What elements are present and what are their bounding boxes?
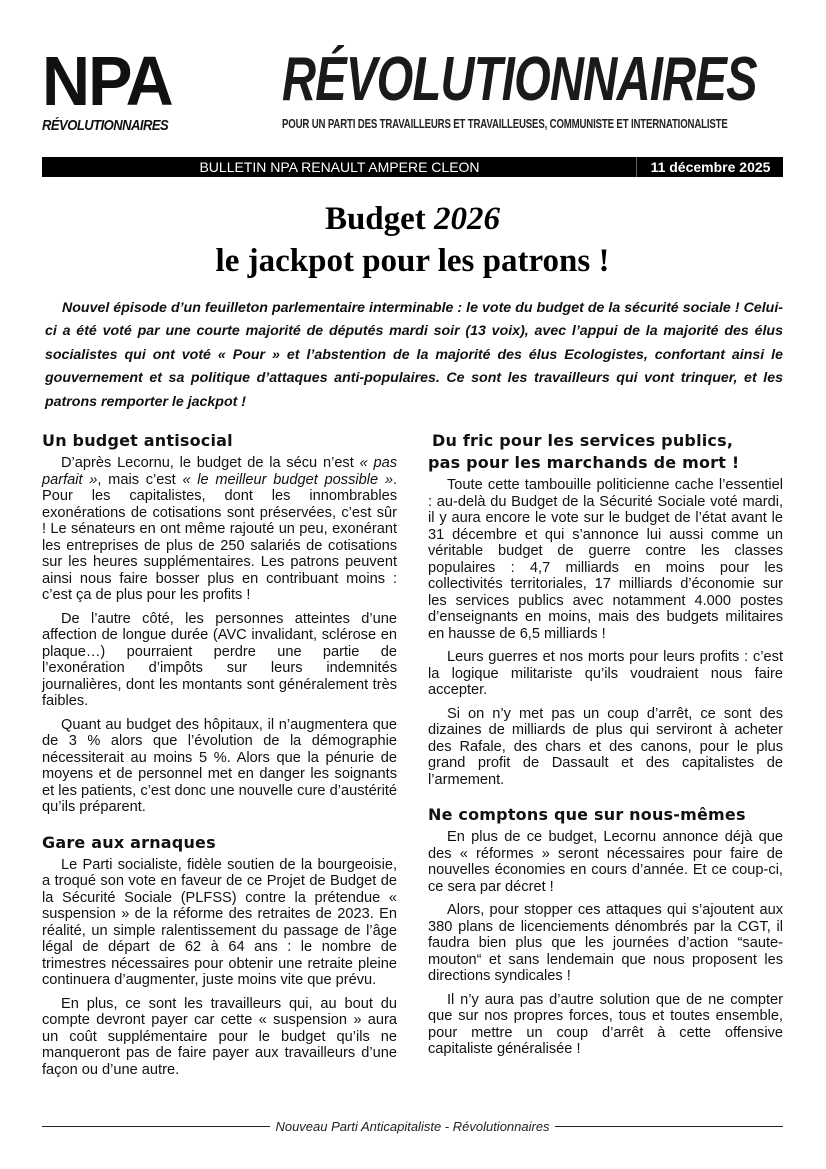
paragraph: En plus, ce sont les travailleurs qui, au bout du compte devront payer car cette « suspension » aura un coût supplémentaire pour le budget qu’ils ne manqueront pas de faire payer aux travailleurs d’une façon ou d’une autre.: [42, 995, 397, 1078]
lead-paragraph: Nouvel épisode d’un feuilleton parlementaire interminable : le vote du budget de la sécurité sociale ! Celui-ci a été voté par une courte majorité de députés mardi soir (13 voix), avec l’appui de la majorité des élus socialistes qui ont voté « Pour » et l’abstention de la majorité des élus Ecologistes, confortant ainsi le gouvernement et sa politique d’attaques anti-populaires. Ce sont les travailleurs qui vont trinquer, et les patrons remporter le jackpot !: [45, 300, 783, 410]
paragraph: Il n’y aura pas d’autre solution que de ne compter que sur nos propres forces, tous et toutes ensemble, pour mettre un coup d’arrêt à cette offensive capitaliste généralisée !: [428, 991, 783, 1057]
bulletin-date: 11 décembre 2025: [650, 159, 771, 175]
npa-logo-subtitle: RÉVOLUTIONNAIRES: [42, 118, 169, 134]
masthead-tagline: POUR UN PARTI DES TRAVAILLEURS ET TRAVAILLEUSES, COMMUNISTE ET INTERNATIONALISTE: [282, 116, 728, 131]
headline-line2: le jackpot pour les patrons !: [215, 243, 610, 279]
section-fric: [428, 430, 783, 788]
left-column: [42, 430, 397, 1094]
text-run: , mais c’est: [97, 471, 183, 488]
paragraph: Leurs guerres et nos morts pour leurs profits : c’est la logique militariste qu’ils voudraient nous faire accepter.: [428, 649, 783, 698]
text-run: D’après Lecornu, le budget de la sécu n’est: [61, 455, 360, 471]
section-antisocial: [42, 430, 397, 816]
section-arnaques: [42, 832, 397, 1079]
section-title: Un budget antisocial: [42, 431, 233, 450]
paragraph: Le Parti socialiste, fidèle soutien de la bourgeoisie, a troqué son vote en faveur de ce Projet de Budget de la Sécurité Sociale (PLFSS) contre la prétendue « suspension » de la réforme des retraites de 2023. En réalité, un simple ralentissement du passage de l’âge légal de départ de 62 à 64 ans : le nombre de trimestres nécessaires pour obtenir une retraite pleine continuera d’augmenter, juste moins vite que prévu.: [42, 856, 397, 988]
headline-year: 2026: [434, 201, 501, 237]
paragraph: Quant au budget des hôpitaux, il n’augmentera que de 3 % alors que l’évolution de la démographie nécessiterait au moins 5 %. Alors que la pénurie de moyens et de personnel met en danger les soignants et les patients, c’est donc une nouvelle cure d’austérité qu’ils préparent.: [42, 716, 397, 815]
paragraph: Si on n’y met pas un coup d’arrêt, ce sont des dizaines de milliards de plus qui serviront à acheter des Rafale, des chars et des canons, pour le plus grand profit de Dassault et des capitalistes de l’armement.: [428, 705, 783, 788]
paragraph: Alors, pour stopper ces attaques qui s’ajoutent aux 380 plans de licenciements dénombrés par la CGT, il faudra bien plus que les journées d’action “saute-mouton“ et sans lendemain que nous proposent les directions syndicales !: [428, 902, 783, 984]
paragraph: En plus de ce budget, Lecornu annonce déjà que des « réformes » seront nécessaires pour faire de nouvelles économies en cours d’année. Et ce coup-ci, ce sera par décret !: [428, 829, 783, 895]
section-title: Ne comptons que sur nous-mêmes: [428, 805, 746, 824]
bar-divider: [636, 157, 637, 177]
paragraph: [42, 455, 397, 604]
footer-rule-left: [42, 1126, 270, 1127]
paragraph: De l’autre côté, les personnes atteintes d’une affection de longue durée (AVC invalidant, sclérose en plaque…) pourraient perdre une partie de l’exonération d’impôts sur leurs indemnités journalières, dont les montants sont généralement très faibles.: [42, 610, 397, 709]
footer-rule-right: [555, 1126, 783, 1127]
bulletin-bar: [42, 157, 783, 177]
section-title-line1: Du fric pour les services publics,: [432, 431, 734, 450]
page-title: [42, 198, 783, 282]
npa-logo: [42, 42, 172, 134]
section-comptons: [428, 804, 783, 1058]
npa-logo-text: NPA: [42, 42, 172, 120]
bulletin-name: BULLETIN NPA RENAULT AMPERE CLEON: [199, 159, 480, 175]
headline-word: Budget: [324, 201, 426, 237]
text-run: . Pour les capitalistes, dont les innombrables exonérations de cotisations sont préservées, c’est sûr ! Le sénateurs en ont même rajouté un peu, exonérant les entreprises de plus de 250 salariés de cotisations sur les heures supplémentaires. Les patrons peuvent ainsi nous faire bosser plus en contribuant moins : c’est ça de plus pour les profits !: [42, 471, 397, 603]
quote: « pas parfait »: [42, 455, 397, 488]
quote: « le meilleur budget possible »: [182, 471, 393, 488]
masthead: [282, 45, 757, 131]
paragraph: Toute cette tambouille politicienne cache l’essentiel : au-delà du Budget de la Sécurité Sociale voté mardi, il y aura encore le vote sur le budget de l’état avant le 31 décembre et qui s’annonce lui aussi comme un véritable budget de guerre contre les classes populaires : 4,7 milliards en moins pour les collectivités territoriales, 17 milliards d’économie sur les services publics avec notamment 4.000 postes d’enseignants en moins, mais des budgets militaires en hausse de 6,5 milliards !: [428, 477, 783, 642]
masthead-title: RÉVOLUTIONNAIRES: [282, 45, 757, 114]
footer: [42, 1119, 783, 1134]
right-column: [428, 430, 783, 1074]
section-title-line2: pas pour les marchands de mort !: [428, 453, 740, 472]
footer-text: Nouveau Parti Anticapitaliste - Révolutionnaires: [275, 1119, 550, 1134]
section-title: [428, 430, 783, 474]
section-title: Gare aux arnaques: [42, 832, 216, 852]
